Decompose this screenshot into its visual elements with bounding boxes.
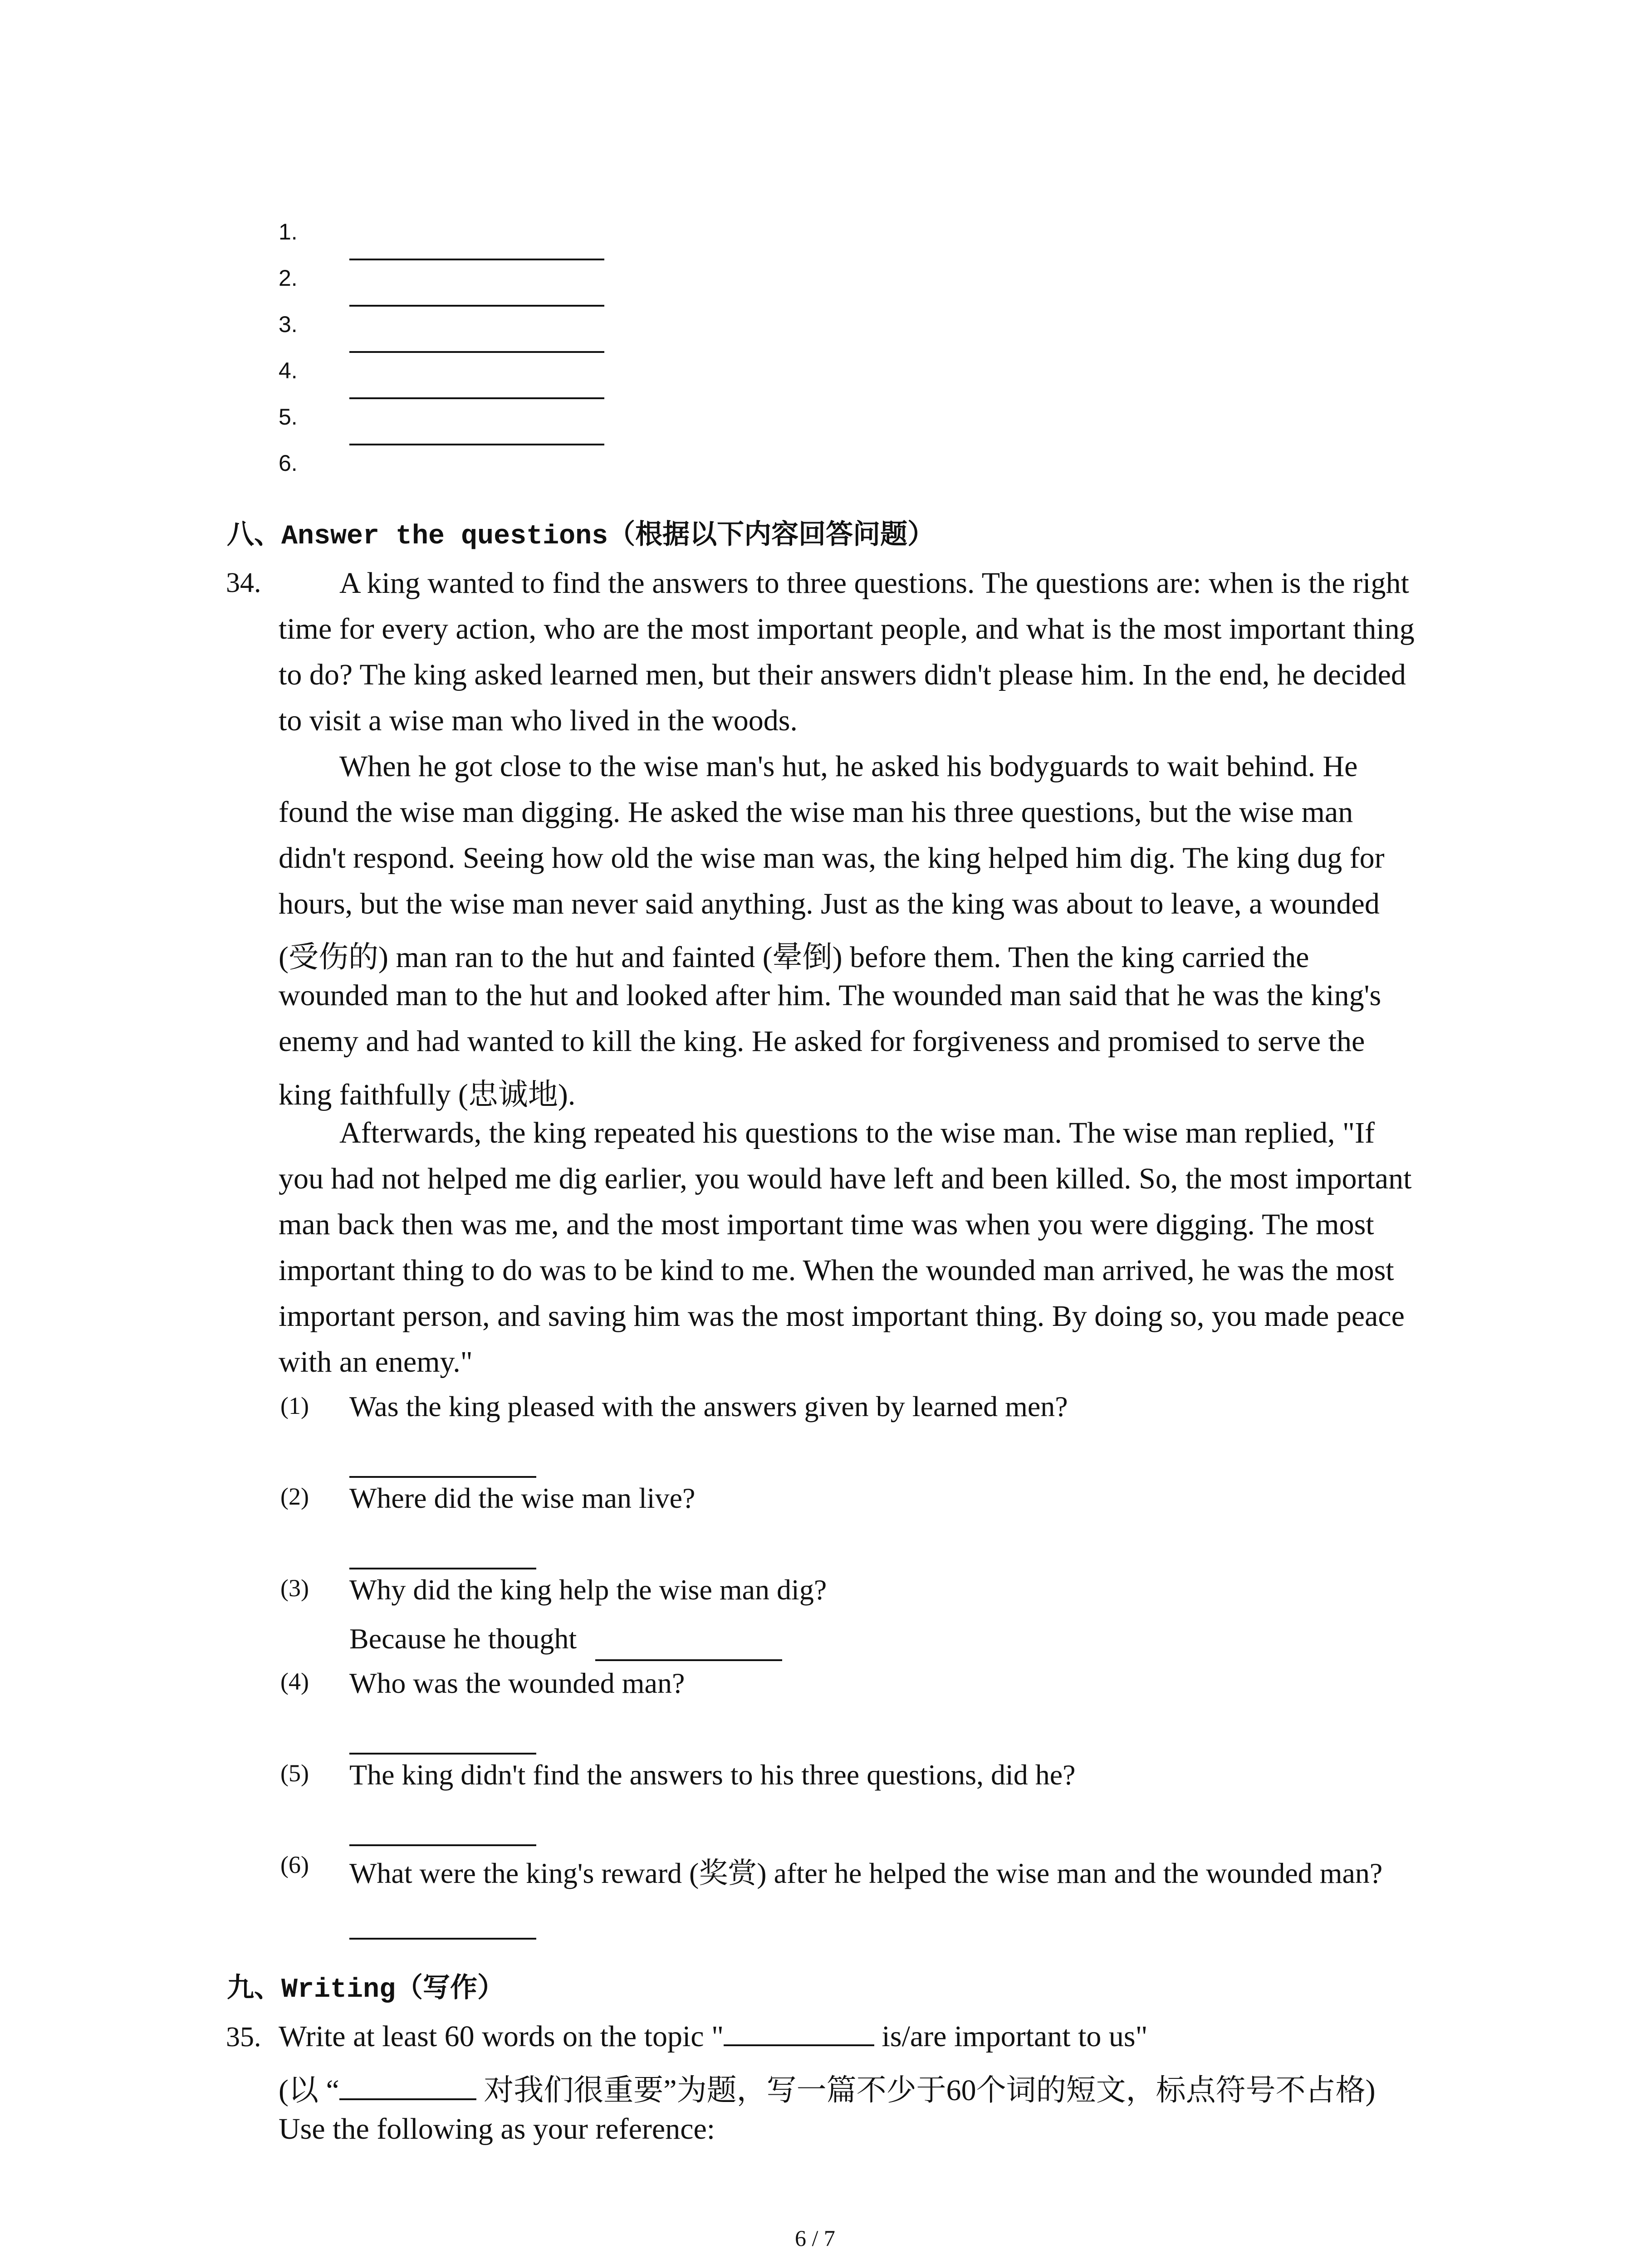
sub-question-1-text: Was the king pleased with the answers given by learned men? (349, 1390, 1068, 1422)
writing-topic-before: Write at least 60 words on the topic " (279, 2020, 724, 2053)
passage-line: didn't respond. Seeing how old the wise man was, the king helped him dig. The king dug for (279, 841, 1385, 875)
sub-question-6-text: What were the king's reward (奖赏) after he helped the wise man and the wounded man? (349, 1857, 1383, 1889)
writing-topic-line (279, 2019, 1148, 2054)
sub-question-3-answer-blank[interactable] (595, 1659, 782, 1661)
sub-question-3-label: (3) (280, 1574, 309, 1602)
answer-item-2-blank[interactable] (349, 305, 604, 307)
passage-line: hours, but the wise man never said anything. Just as the king was about to leave, a wounded (279, 887, 1380, 920)
passage-line: When he got close to the wise man's hut, he asked his bodyguards to wait behind. He (339, 750, 1358, 783)
writing-reference-line: Use the following as your reference: (279, 2112, 715, 2146)
answer-item-6-number: 6. (279, 450, 298, 476)
sub-question-2-text: Where did the wise man live? (349, 1482, 696, 1514)
writing-instruction-open: (以 “ (279, 2074, 339, 2107)
answer-item-1-blank[interactable] (349, 259, 604, 260)
sub-question-6-label: (6) (280, 1851, 309, 1878)
passage-line: wounded man to the hut and looked after him. The wounded man said that he was the king's (279, 979, 1381, 1012)
writing-topic-blank[interactable] (724, 2022, 874, 2046)
sub-question-4-answer-blank[interactable] (349, 1753, 536, 1755)
passage-line: enemy and had wanted to kill the king. He asked for forgiveness and promised to serve the (279, 1025, 1365, 1058)
sub-question-3-text: Why did the king help the wise man dig? (349, 1574, 827, 1606)
sub-question-6-answer-blank[interactable] (349, 1938, 536, 1940)
section-8-heading: 八、Answer the questions（根据以下内容回答问题） (227, 521, 935, 552)
section-9-heading: 九、Writing（写作） (227, 1975, 505, 2005)
passage-line: to do? The king asked learned men, but their answers didn't please him. In the end, he decided (279, 658, 1406, 691)
passage-line: king faithfully (忠诚地). (279, 1078, 576, 1111)
answer-item-2-number: 2. (279, 265, 298, 291)
sub-question-4-label: (4) (280, 1668, 309, 1695)
passage-line: Afterwards, the king repeated his questions to the wise man. The wise man replied, "If (339, 1116, 1375, 1149)
sub-question-5-answer-blank[interactable] (349, 1844, 536, 1846)
page-number: 6 / 7 (795, 2225, 835, 2251)
passage-line: with an enemy." (279, 1345, 473, 1378)
question-35-number: 35. (226, 2022, 261, 2053)
sub-question-5-text: The king didn't find the answers to his three questions, did he? (349, 1759, 1076, 1791)
passage-line: important thing to do was to be kind to me. When the wounded man arrived, he was the most (279, 1254, 1394, 1287)
passage-line: time for every action, who are the most important people, and what is the most important thing (279, 612, 1415, 645)
answer-item-3-blank[interactable] (349, 351, 604, 353)
writing-instruction-rest: 对我们很重要”为题，写一篇不少于60个词的短文，标点符号不占格) (476, 2074, 1376, 2107)
passage-line: A king wanted to find the answers to three questions. The questions are: when is the right (339, 567, 1409, 600)
answer-item-5-blank[interactable] (349, 444, 604, 445)
writing-topic-after: is/are important to us" (874, 2020, 1148, 2053)
passage-line: found the wise man digging. He asked the wise man his three questions, but the wise man (279, 796, 1353, 829)
writing-instruction-line (279, 2066, 1376, 2109)
sub-question-1-answer-blank[interactable] (349, 1476, 536, 1478)
passage-line: man back then was me, and the most important time was when you were digging. The most (279, 1208, 1374, 1241)
sub-question-1-label: (1) (280, 1392, 309, 1419)
answer-item-4-number: 4. (279, 358, 298, 383)
answer-item-4-blank[interactable] (349, 397, 604, 399)
passage-line: to visit a wise man who lived in the woods. (279, 704, 798, 737)
passage-line: (受伤的) man ran to the hut and fainted (晕倒) before them. Then the king carried the (279, 941, 1309, 974)
answer-item-5-number: 5. (279, 404, 298, 430)
sub-question-4-text: Who was the wounded man? (349, 1667, 685, 1699)
answer-item-3-number: 3. (279, 312, 298, 337)
question-34-number: 34. (226, 567, 261, 598)
sub-question-2-answer-blank[interactable] (349, 1568, 536, 1569)
sub-question-5-label: (5) (280, 1760, 309, 1787)
passage-line: you had not helped me dig earlier, you would have left and been killed. So, the most important (279, 1162, 1412, 1195)
writing-instruction-blank[interactable] (339, 2076, 476, 2100)
sub-question-2-label: (2) (280, 1483, 309, 1510)
sub-question-3-prompt: Because he thought (349, 1623, 577, 1655)
answer-item-1-number: 1. (279, 219, 298, 244)
passage-line: important person, and saving him was the most important thing. By doing so, you made peace (279, 1300, 1405, 1333)
